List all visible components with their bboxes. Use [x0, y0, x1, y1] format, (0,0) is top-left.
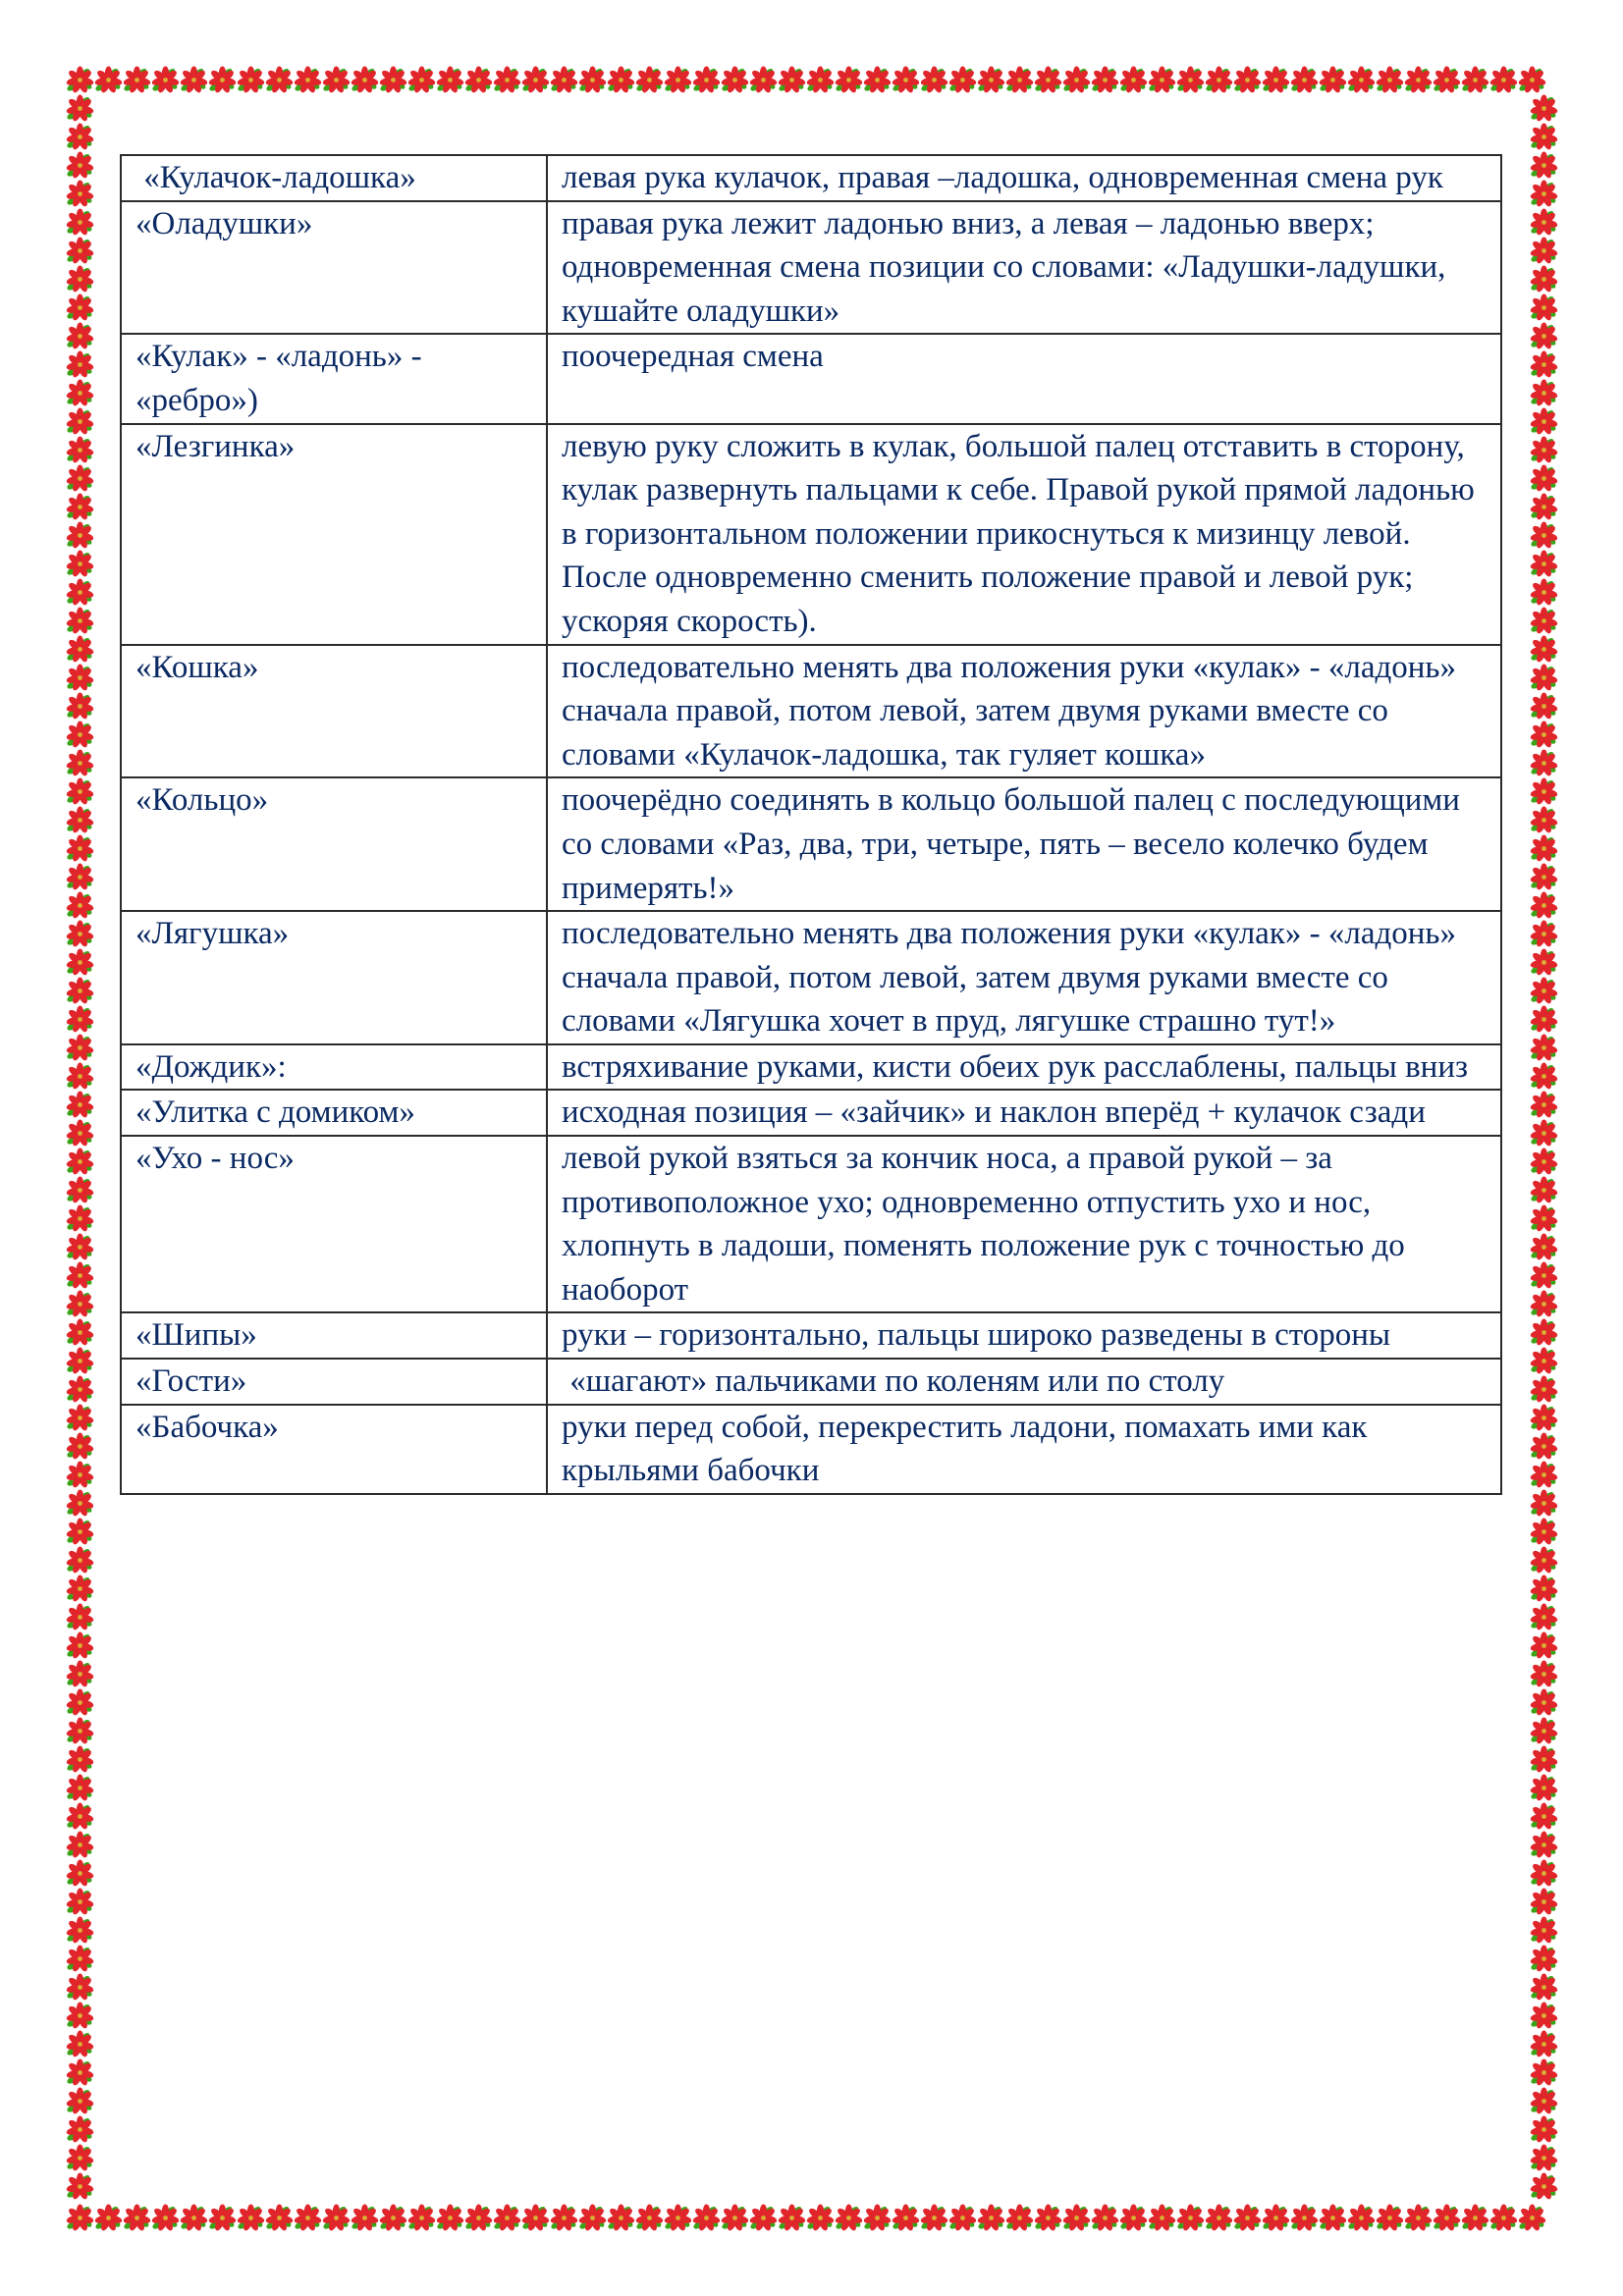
poinsettia-flower-icon [920, 66, 948, 94]
poinsettia-flower-icon [66, 66, 94, 94]
poinsettia-flower-icon [66, 1404, 94, 1432]
poinsettia-flower-icon [1148, 66, 1176, 94]
poinsettia-flower-icon [721, 66, 749, 94]
poinsettia-flower-icon [66, 1119, 94, 1148]
poinsettia-flower-icon [1376, 2204, 1404, 2232]
poinsettia-flower-icon [1347, 66, 1376, 94]
poinsettia-flower-icon [635, 2204, 664, 2232]
poinsettia-flower-icon [66, 1290, 94, 1318]
poinsettia-flower-icon [1530, 1916, 1558, 1945]
poinsettia-flower-icon [1530, 237, 1558, 265]
poinsettia-flower-icon [1062, 66, 1091, 94]
poinsettia-flower-icon [578, 66, 607, 94]
poinsettia-flower-icon [1034, 2204, 1062, 2232]
poinsettia-flower-icon [863, 66, 892, 94]
poinsettia-flower-icon [66, 2204, 94, 2232]
poinsettia-flower-icon [66, 920, 94, 948]
exercise-name: «Шипы» [121, 1312, 547, 1359]
decorative-border-top [66, 66, 1558, 94]
poinsettia-flower-icon [1461, 2204, 1489, 2232]
poinsettia-flower-icon [66, 1204, 94, 1233]
poinsettia-flower-icon [66, 1660, 94, 1688]
poinsettia-flower-icon [66, 208, 94, 237]
poinsettia-flower-icon [1233, 2204, 1262, 2232]
poinsettia-flower-icon [66, 1005, 94, 1034]
poinsettia-flower-icon [1404, 66, 1433, 94]
poinsettia-flower-icon [66, 1261, 94, 1290]
poinsettia-flower-icon [208, 2204, 237, 2232]
poinsettia-flower-icon [1233, 66, 1262, 94]
poinsettia-flower-icon [66, 1148, 94, 1176]
poinsettia-flower-icon [1530, 1518, 1558, 1546]
poinsettia-flower-icon [607, 2204, 635, 2232]
poinsettia-flower-icon [1433, 66, 1461, 94]
exercise-description: встряхивание руками, кисти обеих рук расслаблены, пальцы вниз [547, 1044, 1501, 1091]
poinsettia-flower-icon [1205, 66, 1233, 94]
poinsettia-flower-icon [1530, 1945, 1558, 1973]
exercise-description: последовательно менять два положения руки «кулак» - «ладонь» сначала правой, потом левой, затем двумя руками вместе со словами «Лягушка хочет в пруд, лягушке страшно тут!» [547, 911, 1501, 1044]
poinsettia-flower-icon [892, 2204, 920, 2232]
poinsettia-flower-icon [1530, 806, 1558, 834]
poinsettia-flower-icon [66, 891, 94, 920]
poinsettia-flower-icon [1530, 1575, 1558, 1603]
poinsettia-flower-icon [1530, 1062, 1558, 1091]
poinsettia-flower-icon [1530, 1774, 1558, 1802]
poinsettia-flower-icon [66, 1489, 94, 1518]
poinsettia-flower-icon [863, 2204, 892, 2232]
exercise-name: «Лезгинка» [121, 424, 547, 645]
poinsettia-flower-icon [66, 1688, 94, 1717]
poinsettia-flower-icon [1530, 1176, 1558, 1204]
poinsettia-flower-icon [66, 1347, 94, 1375]
poinsettia-flower-icon [749, 2204, 778, 2232]
poinsettia-flower-icon [948, 66, 977, 94]
poinsettia-flower-icon [66, 2172, 94, 2201]
poinsettia-flower-icon [436, 2204, 464, 2232]
poinsettia-flower-icon [66, 692, 94, 721]
poinsettia-flower-icon [66, 977, 94, 1005]
poinsettia-flower-icon [835, 66, 863, 94]
poinsettia-flower-icon [66, 1575, 94, 1603]
table-row [121, 1312, 1501, 1359]
poinsettia-flower-icon [1530, 436, 1558, 464]
poinsettia-flower-icon [66, 834, 94, 863]
poinsettia-flower-icon [1530, 1973, 1558, 2002]
poinsettia-flower-icon [1530, 920, 1558, 948]
poinsettia-flower-icon [1530, 1745, 1558, 1774]
poinsettia-flower-icon [66, 1375, 94, 1404]
exercise-name: «Кулачок-ладошка» [121, 155, 547, 201]
poinsettia-flower-icon [66, 1916, 94, 1945]
poinsettia-flower-icon [1461, 66, 1489, 94]
poinsettia-flower-icon [66, 1973, 94, 2002]
exercise-name: «Кулак» - «ладонь» - «ребро») [121, 334, 547, 423]
poinsettia-flower-icon [1530, 1233, 1558, 1261]
poinsettia-flower-icon [66, 294, 94, 322]
poinsettia-flower-icon [1530, 1831, 1558, 1859]
poinsettia-flower-icon [294, 66, 322, 94]
poinsettia-flower-icon [66, 2002, 94, 2030]
exercise-name: «Кошка» [121, 645, 547, 778]
poinsettia-flower-icon [66, 1717, 94, 1745]
poinsettia-flower-icon [550, 66, 578, 94]
poinsettia-flower-icon [1530, 379, 1558, 407]
poinsettia-flower-icon [1530, 265, 1558, 294]
poinsettia-flower-icon [1530, 151, 1558, 180]
poinsettia-flower-icon [550, 2204, 578, 2232]
poinsettia-flower-icon [1530, 1603, 1558, 1631]
poinsettia-flower-icon [1530, 464, 1558, 493]
exercise-name: «Улитка с домиком» [121, 1090, 547, 1136]
poinsettia-flower-icon [1530, 180, 1558, 208]
poinsettia-flower-icon [151, 2204, 180, 2232]
poinsettia-flower-icon [1530, 1859, 1558, 1888]
poinsettia-flower-icon [66, 1233, 94, 1261]
poinsettia-flower-icon [66, 749, 94, 777]
poinsettia-flower-icon [66, 1034, 94, 1062]
table-row [121, 1359, 1501, 1405]
table-row [121, 1090, 1501, 1136]
poinsettia-flower-icon [66, 407, 94, 436]
poinsettia-flower-icon [66, 1945, 94, 1973]
poinsettia-flower-icon [66, 721, 94, 749]
poinsettia-flower-icon [1530, 493, 1558, 521]
table-row [121, 334, 1501, 423]
poinsettia-flower-icon [1530, 635, 1558, 664]
poinsettia-flower-icon [66, 2144, 94, 2172]
exercise-description: «шагают» пальчиками по коленям или по столу [547, 1359, 1501, 1405]
table-row [121, 201, 1501, 335]
poinsettia-flower-icon [66, 777, 94, 806]
poinsettia-flower-icon [1530, 294, 1558, 322]
poinsettia-flower-icon [1062, 2204, 1091, 2232]
poinsettia-flower-icon [607, 66, 635, 94]
exercise-description: левая рука кулачок, правая –ладошка, одновременная смена рук [547, 155, 1501, 201]
poinsettia-flower-icon [948, 2204, 977, 2232]
poinsettia-flower-icon [351, 2204, 379, 2232]
poinsettia-flower-icon [1530, 1119, 1558, 1148]
poinsettia-flower-icon [1530, 1404, 1558, 1432]
exercise-name: «Бабочка» [121, 1405, 547, 1494]
table-row [121, 1405, 1501, 1494]
poinsettia-flower-icon [1530, 721, 1558, 749]
poinsettia-flower-icon [66, 94, 94, 123]
poinsettia-flower-icon [1530, 1546, 1558, 1575]
poinsettia-flower-icon [1489, 66, 1518, 94]
exercise-description: левой рукой взяться за кончик носа, а правой рукой – за противоположное ухо; одновременно отпустить ухо и нос, хлопнуть в ладоши, поменять положение рук с точностью до наоборот [547, 1136, 1501, 1312]
poinsettia-flower-icon [1290, 66, 1319, 94]
poinsettia-flower-icon [1091, 66, 1119, 94]
decorative-border-left [66, 94, 94, 2204]
poinsettia-flower-icon [66, 123, 94, 151]
poinsettia-flower-icon [493, 66, 521, 94]
poinsettia-flower-icon [1530, 749, 1558, 777]
poinsettia-flower-icon [1530, 948, 1558, 977]
poinsettia-flower-icon [66, 1603, 94, 1631]
poinsettia-flower-icon [1530, 1148, 1558, 1176]
exercise-name: «Оладушки» [121, 201, 547, 335]
poinsettia-flower-icon [664, 2204, 692, 2232]
exercise-name: «Кольцо» [121, 777, 547, 911]
poinsettia-flower-icon [578, 2204, 607, 2232]
poinsettia-flower-icon [1530, 692, 1558, 721]
table-row [121, 1136, 1501, 1312]
poinsettia-flower-icon [1530, 350, 1558, 379]
poinsettia-flower-icon [521, 2204, 550, 2232]
poinsettia-flower-icon [151, 66, 180, 94]
poinsettia-flower-icon [1530, 863, 1558, 891]
poinsettia-flower-icon [1262, 66, 1290, 94]
table-row [121, 645, 1501, 778]
poinsettia-flower-icon [180, 66, 208, 94]
poinsettia-flower-icon [977, 66, 1005, 94]
poinsettia-flower-icon [66, 550, 94, 578]
poinsettia-flower-icon [1005, 66, 1034, 94]
poinsettia-flower-icon [1290, 2204, 1319, 2232]
poinsettia-flower-icon [66, 1518, 94, 1546]
poinsettia-flower-icon [1530, 2058, 1558, 2087]
poinsettia-flower-icon [66, 1091, 94, 1119]
poinsettia-flower-icon [1530, 1717, 1558, 1745]
poinsettia-flower-icon [237, 66, 265, 94]
exercise-description: последовательно менять два положения руки «кулак» - «ладонь» сначала правой, потом левой, затем двумя руками вместе со словами «Кулачок-ладошка, так гуляет кошка» [547, 645, 1501, 778]
poinsettia-flower-icon [407, 2204, 436, 2232]
poinsettia-flower-icon [1530, 1347, 1558, 1375]
poinsettia-flower-icon [977, 2204, 1005, 2232]
poinsettia-flower-icon [1530, 2172, 1558, 2201]
poinsettia-flower-icon [778, 66, 806, 94]
exercise-name: «Ухо - нос» [121, 1136, 547, 1312]
poinsettia-flower-icon [66, 806, 94, 834]
poinsettia-flower-icon [835, 2204, 863, 2232]
poinsettia-flower-icon [692, 2204, 721, 2232]
poinsettia-flower-icon [351, 66, 379, 94]
poinsettia-flower-icon [1530, 123, 1558, 151]
poinsettia-flower-icon [1530, 1432, 1558, 1461]
exercise-name: «Гости» [121, 1359, 547, 1405]
poinsettia-flower-icon [66, 1432, 94, 1461]
poinsettia-flower-icon [1530, 1461, 1558, 1489]
poinsettia-flower-icon [464, 66, 493, 94]
poinsettia-flower-icon [1530, 1688, 1558, 1717]
poinsettia-flower-icon [66, 2030, 94, 2058]
poinsettia-flower-icon [66, 493, 94, 521]
poinsettia-flower-icon [521, 66, 550, 94]
poinsettia-flower-icon [66, 635, 94, 664]
poinsettia-flower-icon [1530, 407, 1558, 436]
poinsettia-flower-icon [66, 379, 94, 407]
poinsettia-flower-icon [1530, 1005, 1558, 1034]
poinsettia-flower-icon [66, 948, 94, 977]
poinsettia-flower-icon [265, 66, 294, 94]
poinsettia-flower-icon [66, 2087, 94, 2115]
poinsettia-flower-icon [1119, 2204, 1148, 2232]
poinsettia-flower-icon [1530, 977, 1558, 1005]
poinsettia-flower-icon [208, 66, 237, 94]
poinsettia-flower-icon [1530, 891, 1558, 920]
poinsettia-flower-icon [66, 863, 94, 891]
poinsettia-flower-icon [1404, 2204, 1433, 2232]
poinsettia-flower-icon [94, 66, 123, 94]
poinsettia-flower-icon [1005, 2204, 1034, 2232]
poinsettia-flower-icon [66, 2058, 94, 2087]
poinsettia-flower-icon [66, 578, 94, 607]
poinsettia-flower-icon [1319, 66, 1347, 94]
poinsettia-flower-icon [1530, 1802, 1558, 1831]
poinsettia-flower-icon [66, 664, 94, 692]
poinsettia-flower-icon [920, 2204, 948, 2232]
poinsettia-flower-icon [493, 2204, 521, 2232]
poinsettia-flower-icon [464, 2204, 493, 2232]
poinsettia-flower-icon [66, 265, 94, 294]
poinsettia-flower-icon [66, 521, 94, 550]
poinsettia-flower-icon [66, 1176, 94, 1204]
poinsettia-flower-icon [1518, 2204, 1546, 2232]
poinsettia-flower-icon [692, 66, 721, 94]
poinsettia-flower-icon [1530, 1888, 1558, 1916]
poinsettia-flower-icon [1091, 2204, 1119, 2232]
exercise-description: поочередная смена [547, 334, 1501, 423]
exercise-description: левую руку сложить в кулак, большой палец отставить в сторону, кулак развернуть пальцами к себе. Правой рукой прямой ладонью в горизонтальном положении прикоснуться к мизинцу левой. После одновременно сменить положение правой и левой рук; ускоряя скорость). [547, 424, 1501, 645]
poinsettia-flower-icon [66, 464, 94, 493]
table-row [121, 911, 1501, 1044]
poinsettia-flower-icon [436, 66, 464, 94]
poinsettia-flower-icon [66, 2115, 94, 2144]
poinsettia-flower-icon [1530, 322, 1558, 350]
poinsettia-flower-icon [1530, 2087, 1558, 2115]
poinsettia-flower-icon [407, 66, 436, 94]
poinsettia-flower-icon [66, 1774, 94, 1802]
table-row [121, 777, 1501, 911]
poinsettia-flower-icon [66, 1461, 94, 1489]
poinsettia-flower-icon [237, 2204, 265, 2232]
poinsettia-flower-icon [1518, 66, 1546, 94]
poinsettia-flower-icon [1530, 94, 1558, 123]
poinsettia-flower-icon [66, 1859, 94, 1888]
poinsettia-flower-icon [123, 2204, 151, 2232]
exercises-table [120, 154, 1502, 1495]
poinsettia-flower-icon [66, 350, 94, 379]
poinsettia-flower-icon [778, 2204, 806, 2232]
poinsettia-flower-icon [66, 1745, 94, 1774]
table-row [121, 424, 1501, 645]
poinsettia-flower-icon [1530, 2144, 1558, 2172]
decorative-border-bottom [66, 2204, 1558, 2232]
poinsettia-flower-icon [1530, 607, 1558, 635]
poinsettia-flower-icon [123, 66, 151, 94]
exercise-description: исходная позиция – «зайчик» и наклон вперёд + кулачок сзади [547, 1090, 1501, 1136]
poinsettia-flower-icon [66, 1831, 94, 1859]
poinsettia-flower-icon [180, 2204, 208, 2232]
poinsettia-flower-icon [66, 436, 94, 464]
poinsettia-flower-icon [1530, 1489, 1558, 1518]
poinsettia-flower-icon [1530, 2030, 1558, 2058]
poinsettia-flower-icon [664, 66, 692, 94]
poinsettia-flower-icon [66, 322, 94, 350]
poinsettia-flower-icon [806, 66, 835, 94]
poinsettia-flower-icon [892, 66, 920, 94]
exercise-description: правая рука лежит ладонью вниз, а левая – ладонью вверх; одновременная смена позиции со словами: «Ладушки-ладушки, кушайте оладушки» [547, 201, 1501, 335]
poinsettia-flower-icon [322, 2204, 351, 2232]
poinsettia-flower-icon [1262, 2204, 1290, 2232]
poinsettia-flower-icon [1530, 1034, 1558, 1062]
poinsettia-flower-icon [635, 66, 664, 94]
poinsettia-flower-icon [1034, 66, 1062, 94]
exercise-description: руки – горизонтально, пальцы широко разведены в стороны [547, 1312, 1501, 1359]
poinsettia-flower-icon [1530, 834, 1558, 863]
poinsettia-flower-icon [94, 2204, 123, 2232]
poinsettia-flower-icon [1530, 1290, 1558, 1318]
poinsettia-flower-icon [1205, 2204, 1233, 2232]
decorative-border-right [1530, 94, 1558, 2204]
poinsettia-flower-icon [1489, 2204, 1518, 2232]
poinsettia-flower-icon [721, 2204, 749, 2232]
poinsettia-flower-icon [1530, 777, 1558, 806]
poinsettia-flower-icon [1530, 550, 1558, 578]
poinsettia-flower-icon [66, 151, 94, 180]
poinsettia-flower-icon [749, 66, 778, 94]
table-row [121, 155, 1501, 201]
table-row [121, 1044, 1501, 1091]
poinsettia-flower-icon [66, 237, 94, 265]
poinsettia-flower-icon [66, 1631, 94, 1660]
exercise-name: «Дождик»: [121, 1044, 547, 1091]
poinsettia-flower-icon [66, 180, 94, 208]
poinsettia-flower-icon [379, 2204, 407, 2232]
poinsettia-flower-icon [1530, 578, 1558, 607]
poinsettia-flower-icon [265, 2204, 294, 2232]
poinsettia-flower-icon [322, 66, 351, 94]
poinsettia-flower-icon [1376, 66, 1404, 94]
poinsettia-flower-icon [1530, 1318, 1558, 1347]
poinsettia-flower-icon [294, 2204, 322, 2232]
poinsettia-flower-icon [1530, 664, 1558, 692]
poinsettia-flower-icon [66, 607, 94, 635]
poinsettia-flower-icon [1530, 1375, 1558, 1404]
poinsettia-flower-icon [379, 66, 407, 94]
poinsettia-flower-icon [1347, 2204, 1376, 2232]
poinsettia-flower-icon [66, 1062, 94, 1091]
poinsettia-flower-icon [1433, 2204, 1461, 2232]
poinsettia-flower-icon [1530, 1660, 1558, 1688]
poinsettia-flower-icon [66, 1802, 94, 1831]
poinsettia-flower-icon [1319, 2204, 1347, 2232]
poinsettia-flower-icon [1530, 2115, 1558, 2144]
exercise-description: поочерёдно соединять в кольцо большой палец с последующими со словами «Раз, два, три, четыре, пять – весело колечко будем примерять!» [547, 777, 1501, 911]
poinsettia-flower-icon [1176, 2204, 1205, 2232]
poinsettia-flower-icon [1530, 1091, 1558, 1119]
exercise-name: «Лягушка» [121, 911, 547, 1044]
exercise-description: руки перед собой, перекрестить ладони, помахать ими как крыльями бабочки [547, 1405, 1501, 1494]
poinsettia-flower-icon [1530, 1631, 1558, 1660]
poinsettia-flower-icon [66, 1546, 94, 1575]
poinsettia-flower-icon [1530, 1261, 1558, 1290]
poinsettia-flower-icon [1530, 2002, 1558, 2030]
poinsettia-flower-icon [1530, 1204, 1558, 1233]
poinsettia-flower-icon [66, 1318, 94, 1347]
poinsettia-flower-icon [806, 2204, 835, 2232]
poinsettia-flower-icon [1119, 66, 1148, 94]
poinsettia-flower-icon [1148, 2204, 1176, 2232]
poinsettia-flower-icon [1530, 521, 1558, 550]
poinsettia-flower-icon [66, 1888, 94, 1916]
poinsettia-flower-icon [1176, 66, 1205, 94]
poinsettia-flower-icon [1530, 208, 1558, 237]
